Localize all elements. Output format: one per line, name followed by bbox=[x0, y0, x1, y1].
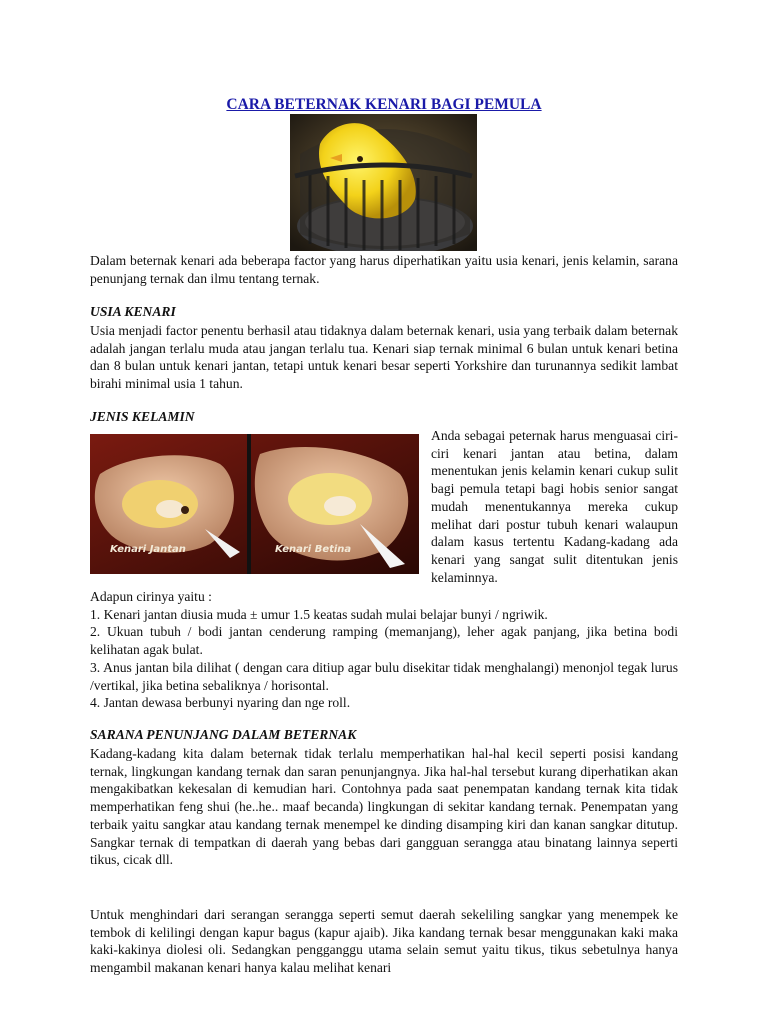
jenis-heading: JENIS KELAMIN bbox=[90, 409, 195, 424]
list-item: 3. Anus jantan bila dilihat ( dengan cara ditiup agar bulu disekitar tidak menghalangi) menonjol tegak lurus /vertikal, jika betina sebaliknya / horisontal. bbox=[90, 659, 678, 693]
canary-gender-photo bbox=[90, 434, 419, 574]
jenis-side-paragraph: Anda sebagai peternak harus menguasai ciri-ciri kenari jantan atau betina, dalam menentukan jenis kelamin kenari cukup sulit bagi pemula tetapi bagi hobis senior sangat mudah menentukannya mereka cukup melihat dari postur tubuh kenari walaupun dalam kasus tertentu Kadang-kadang ada kenari yang sangat sulit ditentukan jenis kelaminnya. bbox=[431, 428, 678, 585]
sarana-heading: SARANA PENUNJANG DALAM BETERNAK bbox=[90, 727, 357, 742]
canary-nest-photo bbox=[290, 114, 477, 251]
page-title[interactable]: CARA BETERNAK KENARI BAGI PEMULA bbox=[226, 96, 542, 113]
usia-paragraph: Usia menjadi factor penentu berhasil atau tidaknya dalam beternak kenari, usia yang terbaik dalam beternak adalah jangan terlalu muda atau jangan terlalu tua. Kenari siap ternak minimal 6 bulan untuk kenari betina dan 8 bulan untuk kenari jantan, tetapi untuk kenari besar seperti Yorkshire dan turunannya sedikit lambat birahi minimal usia 1 tahun. bbox=[90, 323, 678, 392]
list-item: 1. Kenari jantan diusia muda ± umur 1.5 keatas sudah mulai belajar bunyi / ngriwik. bbox=[90, 606, 548, 622]
list-item: 2. Ukuan tubuh / bodi jantan cenderung ramping (memanjang), leher agak panjang, jika betina bodi kelihatan agak bulat. bbox=[90, 624, 678, 658]
caption-jantan: Kenari Jantan bbox=[110, 544, 186, 555]
sarana-paragraph-2: Untuk menghindari dari serangan serangga seperti semut daerah sekeliling sangkar yang menempek ke tembok di kelilingi dengan kapur bagus (kapur ajaib). Jika kandang ternak besar menggunakan kaki maka kaki-kakinya diolesi oli. Sedangkan pengganggu utama selain semut yaitu tikus, tikus sebetulnya hanya mengambil makanan kenari hanya kalau melihat kenari bbox=[90, 907, 678, 976]
sarana-paragraph-1: Kadang-kadang kita dalam beternak tidak terlalu memperhatikan hal-hal kecil seperti posisi kandang ternak, lingkungan kandang ternak dan saran penunjangnya. Jika hal-hal tersebut kurang diperhatikan akan mengakibatkan kekesalan di kemudian hari. Contohnya pada saat penempatan kandang ternak kita tidak memperhatikan feng shui (he..he.. maaf becanda) lingkungan di sekitar kandang ternak. Penempatan yang terbaik yaitu sangkar atau kandang ternak menempel ke dinding disamping kiri dan kanan sangkar ditutup. Sangkar ternak di tempatkan di daerah yang bebas dari gangguan serangga atau binatang lainnya seperti tikus, cicak dll. bbox=[90, 746, 678, 868]
usia-heading: USIA KENARI bbox=[90, 304, 176, 319]
caption-betina: Kenari Betina bbox=[275, 544, 352, 555]
intro-paragraph: Dalam beternak kenari ada beberapa factor yang harus diperhatikan yaitu usia kenari, jenis kelamin, sarana penunjang ternak dan ilmu tentang ternak. bbox=[90, 253, 678, 286]
list-item: 4. Jantan dewasa berbunyi nyaring dan nge roll. bbox=[90, 695, 351, 711]
ciri-list bbox=[90, 588, 678, 712]
list-intro: Adapun cirinya yaitu : bbox=[90, 589, 212, 604]
